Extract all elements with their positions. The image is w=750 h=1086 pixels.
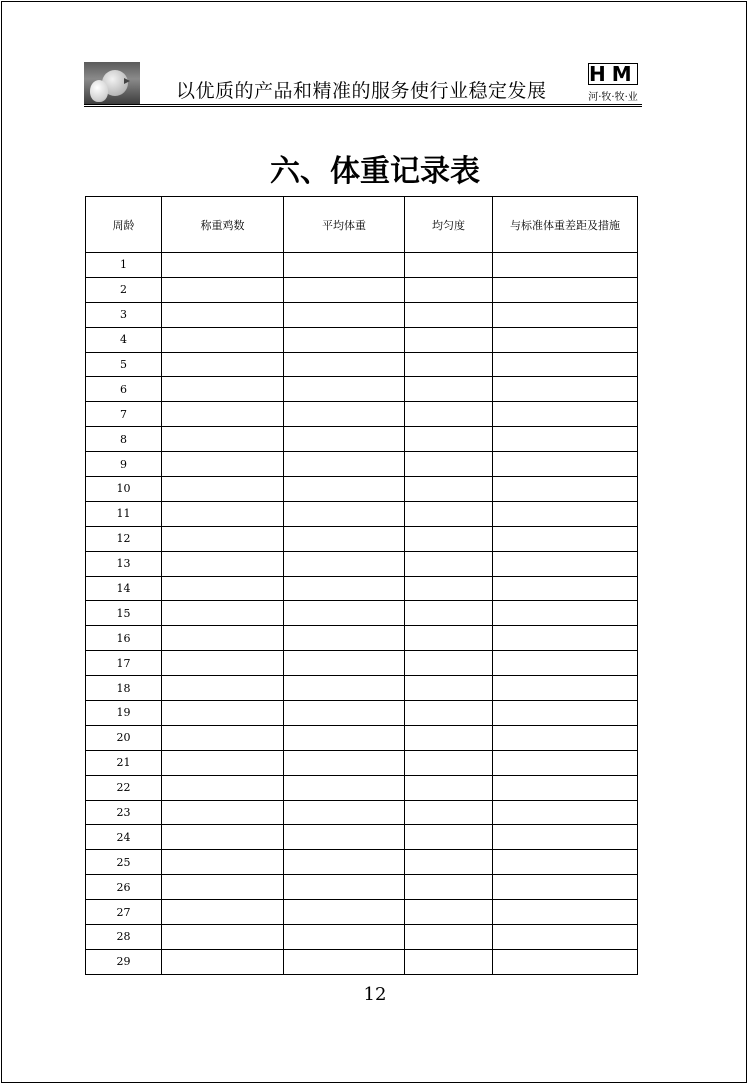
birds-weighed-cell[interactable] — [162, 501, 284, 526]
uniformity-cell[interactable] — [405, 725, 493, 750]
uniformity-cell[interactable] — [405, 253, 493, 278]
average-weight-cell[interactable] — [284, 501, 405, 526]
deviation-measures-cell[interactable] — [493, 850, 638, 875]
weight-record-table — [85, 196, 638, 975]
table-row — [86, 626, 638, 651]
average-weight-cell[interactable] — [284, 825, 405, 850]
deviation-measures-cell[interactable] — [493, 377, 638, 402]
week-age-cell: 9 — [86, 452, 162, 477]
uniformity-cell[interactable] — [405, 377, 493, 402]
week-age-cell: 25 — [86, 850, 162, 875]
birds-weighed-cell[interactable] — [162, 477, 284, 502]
birds-weighed-cell[interactable] — [162, 850, 284, 875]
birds-weighed-cell[interactable] — [162, 277, 284, 302]
deviation-measures-cell[interactable] — [493, 427, 638, 452]
week-age-cell: 6 — [86, 377, 162, 402]
deviation-measures-cell[interactable] — [493, 825, 638, 850]
page-number: 12 — [363, 984, 387, 1005]
week-age-cell: 3 — [86, 302, 162, 327]
week-age-cell: 18 — [86, 676, 162, 701]
company-logo — [584, 62, 642, 102]
table-row — [86, 427, 638, 452]
egg-figure — [90, 80, 108, 102]
table-row — [86, 402, 638, 427]
deviation-measures-cell[interactable] — [493, 800, 638, 825]
uniformity-cell[interactable] — [405, 302, 493, 327]
table-row — [86, 452, 638, 477]
uniformity-cell[interactable] — [405, 526, 493, 551]
birds-weighed-cell[interactable] — [162, 651, 284, 676]
table-row — [86, 651, 638, 676]
table-row — [86, 825, 638, 850]
week-age-cell: 17 — [86, 651, 162, 676]
week-age-cell: 28 — [86, 925, 162, 950]
average-weight-cell[interactable] — [284, 427, 405, 452]
week-age-cell: 10 — [86, 477, 162, 502]
deviation-measures-cell[interactable] — [493, 875, 638, 900]
table-row — [86, 676, 638, 701]
table-row — [86, 551, 638, 576]
table-row — [86, 701, 638, 726]
deviation-measures-cell[interactable] — [493, 651, 638, 676]
table-row — [86, 750, 638, 775]
birds-weighed-cell[interactable] — [162, 949, 284, 974]
week-age-cell: 14 — [86, 576, 162, 601]
deviation-measures-cell[interactable] — [493, 551, 638, 576]
table-row — [86, 725, 638, 750]
birds-weighed-cell[interactable] — [162, 526, 284, 551]
uniformity-cell[interactable] — [405, 452, 493, 477]
average-weight-cell[interactable] — [284, 925, 405, 950]
logo-text: 河·牧·牧·业 — [588, 92, 638, 103]
uniformity-cell[interactable] — [405, 750, 493, 775]
header-slogan: 以优质的产品和精准的服务使行业稳定发展 — [176, 80, 547, 102]
table-row — [86, 850, 638, 875]
week-age-cell: 29 — [86, 949, 162, 974]
deviation-measures-cell[interactable] — [493, 576, 638, 601]
birds-weighed-cell[interactable] — [162, 800, 284, 825]
table-row — [86, 526, 638, 551]
week-age-cell: 2 — [86, 277, 162, 302]
week-age-cell: 8 — [86, 427, 162, 452]
week-age-cell: 27 — [86, 900, 162, 925]
table-row — [86, 949, 638, 974]
deviation-measures-cell[interactable] — [493, 277, 638, 302]
deviation-measures-cell[interactable] — [493, 327, 638, 352]
table-row — [86, 576, 638, 601]
table-row — [86, 900, 638, 925]
average-weight-cell[interactable] — [284, 875, 405, 900]
uniformity-cell[interactable] — [405, 651, 493, 676]
table-body — [86, 253, 638, 975]
week-age-cell: 5 — [86, 352, 162, 377]
average-weight-cell[interactable] — [284, 477, 405, 502]
deviation-measures-cell[interactable] — [493, 452, 638, 477]
birds-weighed-cell[interactable] — [162, 427, 284, 452]
average-weight-cell[interactable] — [284, 651, 405, 676]
column-header-week-age: 周龄 — [86, 197, 162, 253]
uniformity-cell[interactable] — [405, 825, 493, 850]
uniformity-cell[interactable] — [405, 800, 493, 825]
birds-weighed-cell[interactable] — [162, 925, 284, 950]
deviation-measures-cell[interactable] — [493, 302, 638, 327]
birds-weighed-cell[interactable] — [162, 900, 284, 925]
uniformity-cell[interactable] — [405, 501, 493, 526]
week-age-cell: 24 — [86, 825, 162, 850]
week-age-cell: 16 — [86, 626, 162, 651]
table-row — [86, 253, 638, 278]
uniformity-cell[interactable] — [405, 949, 493, 974]
average-weight-cell[interactable] — [284, 526, 405, 551]
uniformity-cell[interactable] — [405, 601, 493, 626]
week-age-cell: 26 — [86, 875, 162, 900]
table-row — [86, 800, 638, 825]
deviation-measures-cell[interactable] — [493, 750, 638, 775]
logo-mark: HM — [589, 62, 638, 86]
table-header-row — [86, 197, 638, 253]
birds-weighed-cell[interactable] — [162, 551, 284, 576]
uniformity-cell[interactable] — [405, 427, 493, 452]
week-age-cell: 15 — [86, 601, 162, 626]
birds-weighed-cell[interactable] — [162, 576, 284, 601]
average-weight-cell[interactable] — [284, 551, 405, 576]
birds-weighed-cell[interactable] — [162, 775, 284, 800]
average-weight-cell[interactable] — [284, 725, 405, 750]
header-rule-double — [84, 106, 642, 107]
column-header-uniformity: 均匀度 — [405, 197, 493, 253]
header-rule — [84, 104, 642, 105]
deviation-measures-cell[interactable] — [493, 701, 638, 726]
average-weight-cell[interactable] — [284, 900, 405, 925]
table-row — [86, 377, 638, 402]
deviation-measures-cell[interactable] — [493, 601, 638, 626]
uniformity-cell[interactable] — [405, 277, 493, 302]
deviation-measures-cell[interactable] — [493, 477, 638, 502]
week-age-cell: 4 — [86, 327, 162, 352]
week-age-cell: 21 — [86, 750, 162, 775]
birds-weighed-cell[interactable] — [162, 352, 284, 377]
birds-weighed-cell[interactable] — [162, 452, 284, 477]
average-weight-cell[interactable] — [284, 750, 405, 775]
deviation-measures-cell[interactable] — [493, 501, 638, 526]
average-weight-cell[interactable] — [284, 850, 405, 875]
uniformity-cell[interactable] — [405, 576, 493, 601]
birds-weighed-cell[interactable] — [162, 750, 284, 775]
birds-weighed-cell[interactable] — [162, 676, 284, 701]
uniformity-cell[interactable] — [405, 875, 493, 900]
average-weight-cell[interactable] — [284, 402, 405, 427]
week-age-cell: 12 — [86, 526, 162, 551]
week-age-cell: 19 — [86, 701, 162, 726]
week-age-cell: 11 — [86, 501, 162, 526]
table-row — [86, 477, 638, 502]
average-weight-cell[interactable] — [284, 775, 405, 800]
birds-weighed-cell[interactable] — [162, 402, 284, 427]
uniformity-cell[interactable] — [405, 900, 493, 925]
average-weight-cell[interactable] — [284, 949, 405, 974]
birds-weighed-cell[interactable] — [162, 377, 284, 402]
page-header — [84, 62, 642, 106]
uniformity-cell[interactable] — [405, 775, 493, 800]
average-weight-cell[interactable] — [284, 626, 405, 651]
column-header-birds-weighed: 称重鸡数 — [162, 197, 284, 253]
deviation-measures-cell[interactable] — [493, 352, 638, 377]
average-weight-cell[interactable] — [284, 576, 405, 601]
birds-weighed-cell[interactable] — [162, 875, 284, 900]
average-weight-cell[interactable] — [284, 277, 405, 302]
week-age-cell: 7 — [86, 402, 162, 427]
table-row — [86, 277, 638, 302]
week-age-cell: 13 — [86, 551, 162, 576]
page-title: 六、体重记录表 — [270, 154, 480, 189]
uniformity-cell[interactable] — [405, 327, 493, 352]
birds-weighed-cell[interactable] — [162, 626, 284, 651]
uniformity-cell[interactable] — [405, 352, 493, 377]
table-row — [86, 601, 638, 626]
table-row — [86, 327, 638, 352]
average-weight-cell[interactable] — [284, 800, 405, 825]
average-weight-cell[interactable] — [284, 302, 405, 327]
week-age-cell: 1 — [86, 253, 162, 278]
uniformity-cell[interactable] — [405, 850, 493, 875]
table-row — [86, 352, 638, 377]
deviation-measures-cell[interactable] — [493, 676, 638, 701]
birds-weighed-cell[interactable] — [162, 302, 284, 327]
birds-weighed-cell[interactable] — [162, 327, 284, 352]
deviation-measures-cell[interactable] — [493, 402, 638, 427]
uniformity-cell[interactable] — [405, 402, 493, 427]
column-header-average-weight: 平均体重 — [284, 197, 405, 253]
birds-weighed-cell[interactable] — [162, 725, 284, 750]
average-weight-cell[interactable] — [284, 352, 405, 377]
deviation-measures-cell[interactable] — [493, 526, 638, 551]
average-weight-cell[interactable] — [284, 701, 405, 726]
uniformity-cell[interactable] — [405, 676, 493, 701]
week-age-cell: 22 — [86, 775, 162, 800]
average-weight-cell[interactable] — [284, 377, 405, 402]
uniformity-cell[interactable] — [405, 477, 493, 502]
table-row — [86, 302, 638, 327]
uniformity-cell[interactable] — [405, 925, 493, 950]
birds-weighed-cell[interactable] — [162, 601, 284, 626]
table-row — [86, 925, 638, 950]
deviation-measures-cell[interactable] — [493, 626, 638, 651]
deviation-measures-cell[interactable] — [493, 925, 638, 950]
chick-beak — [124, 78, 130, 84]
deviation-measures-cell[interactable] — [493, 900, 638, 925]
deviation-measures-cell[interactable] — [493, 725, 638, 750]
table-row — [86, 501, 638, 526]
deviation-measures-cell[interactable] — [493, 775, 638, 800]
birds-weighed-cell[interactable] — [162, 701, 284, 726]
week-age-cell: 23 — [86, 800, 162, 825]
deviation-measures-cell[interactable] — [493, 949, 638, 974]
table-row — [86, 875, 638, 900]
deviation-measures-cell[interactable] — [493, 253, 638, 278]
uniformity-cell[interactable] — [405, 626, 493, 651]
column-header-deviation-measures: 与标准体重差距及措施 — [493, 197, 638, 253]
average-weight-cell[interactable] — [284, 452, 405, 477]
chick-photo-image — [84, 62, 140, 104]
birds-weighed-cell[interactable] — [162, 253, 284, 278]
uniformity-cell[interactable] — [405, 701, 493, 726]
average-weight-cell[interactable] — [284, 253, 405, 278]
table-row — [86, 775, 638, 800]
week-age-cell: 20 — [86, 725, 162, 750]
average-weight-cell[interactable] — [284, 327, 405, 352]
average-weight-cell[interactable] — [284, 601, 405, 626]
birds-weighed-cell[interactable] — [162, 825, 284, 850]
average-weight-cell[interactable] — [284, 676, 405, 701]
uniformity-cell[interactable] — [405, 551, 493, 576]
